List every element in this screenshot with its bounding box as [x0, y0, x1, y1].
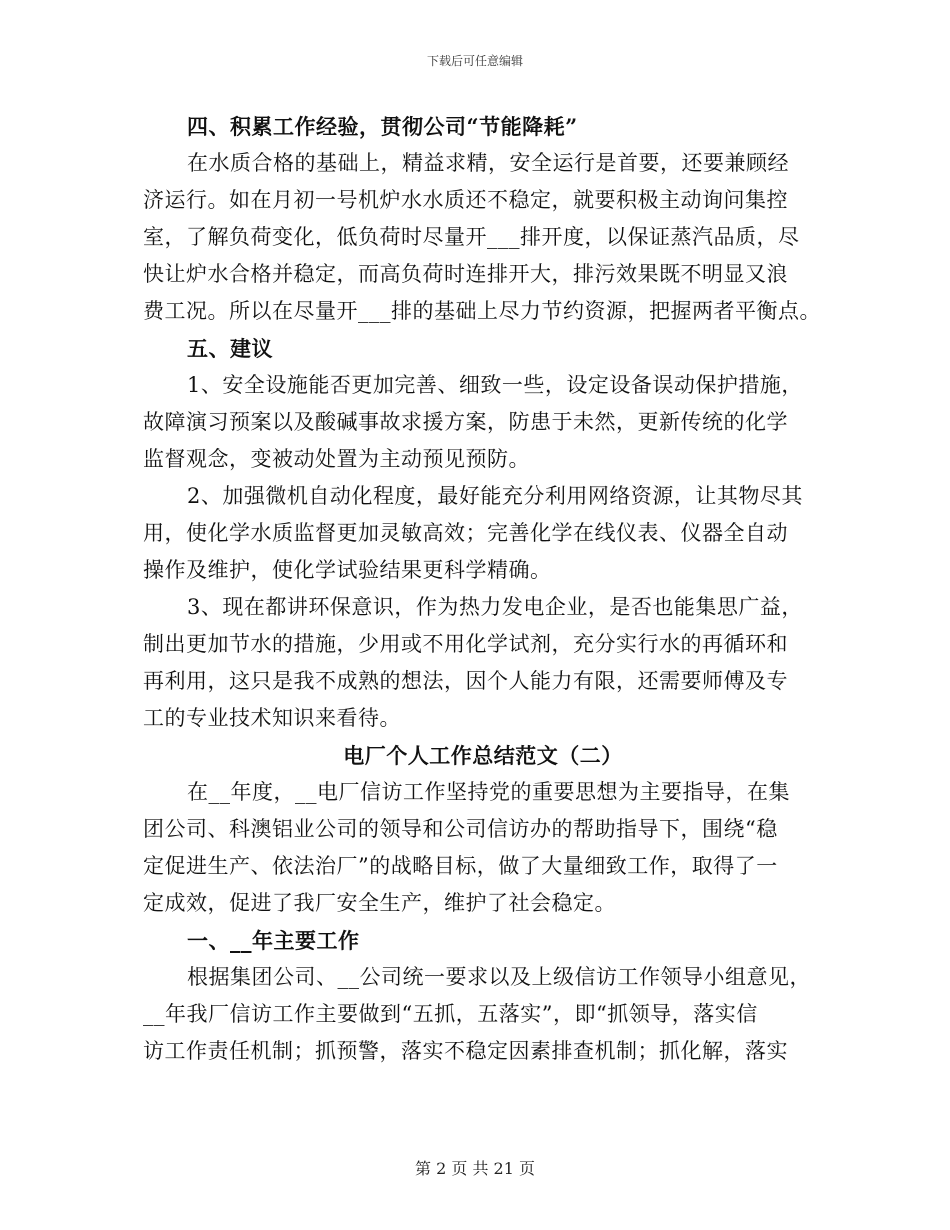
- paragraph-line: 再利用，这只是我不成熟的想法，因个人能力有限，还需要师傅及专: [143, 669, 788, 693]
- paragraph-line: 费工况。所以在尽量开___排的基础上尽力节约资源，把握两者平衡点。: [143, 299, 821, 323]
- paragraph-line: 快让炉水合格并稳定，而高负荷时连排开大，排污效果既不明显又浪: [143, 262, 788, 286]
- paragraph-line: 室，了解负荷变化，低负荷时尽量开___排开度，以保证蒸汽品质，尽: [143, 225, 800, 249]
- paragraph-line: 团公司、科澳铝业公司的领导和公司信访办的帮助指导下，围绕“稳: [143, 817, 778, 841]
- document-title: 电厂个人工作总结范文（二）: [343, 743, 623, 768]
- document-body: [143, 108, 823, 1070]
- paragraph-line: 根据集团公司、__公司统一要求以及上级信访工作领导小组意见，: [187, 965, 811, 989]
- paragraph-line: 工的专业技术知识来看待。: [143, 706, 401, 730]
- section-heading-4: 四、积累工作经验，贯彻公司“节能降耗”: [187, 114, 578, 139]
- paragraph-line: 济运行。如在月初一号机炉水水质还不稳定，就要积极主动询问集控: [143, 188, 788, 212]
- page-number: 第 2 页 共 21 页: [415, 1159, 535, 1178]
- paragraph-line: 监督观念，变被动处置为主动预见预防。: [143, 447, 530, 471]
- paragraph-line: 操作及维护，使化学试验结果更科学精确。: [143, 558, 552, 582]
- paragraph-line: 2、加强微机自动化程度，最好能充分利用网络资源，让其物尽其: [187, 484, 803, 508]
- paragraph-line: 访工作责任机制；抓预警，落实不稳定因素排查机制；抓化解，落实: [143, 1039, 788, 1063]
- paragraph-line: __年我厂信访工作主要做到“五抓，五落实”，即“抓领导，落实信: [143, 1002, 758, 1026]
- paragraph-line: 故障演习预案以及酸碱事故求援方案，防患于未然，更新传统的化学: [143, 410, 788, 434]
- section-heading-1: 一、__年主要工作: [187, 928, 360, 953]
- section-heading-5: 五、建议: [187, 336, 273, 361]
- paragraph-line: 用，使化学水质监督更加灵敏高效；完善化学在线仪表、仪器全自动: [143, 521, 788, 545]
- paragraph-line: 在__年度，__电厂信访工作坚持党的重要思想为主要指导，在集: [187, 780, 790, 804]
- paragraph-line: 1、安全设施能否更加完善、细致一些，设定设备误动保护措施，: [187, 373, 803, 397]
- paragraph-line: 制出更加节水的措施，少用或不用化学试剂，充分实行水的再循环和: [143, 632, 788, 656]
- paragraph-line: 3、现在都讲环保意识，作为热力发电企业，是否也能集思广益，: [187, 595, 803, 619]
- paragraph-line: 定促进生产、依法治厂”的战略目标，做了大量细致工作，取得了一: [143, 854, 778, 878]
- paragraph-line: 定成效，促进了我厂安全生产，维护了社会稳定。: [143, 891, 616, 915]
- paragraph-line: 在水质合格的基础上，精益求精，安全运行是首要，还要兼顾经: [187, 151, 789, 175]
- header-note: 下载后可任意编辑: [426, 54, 523, 68]
